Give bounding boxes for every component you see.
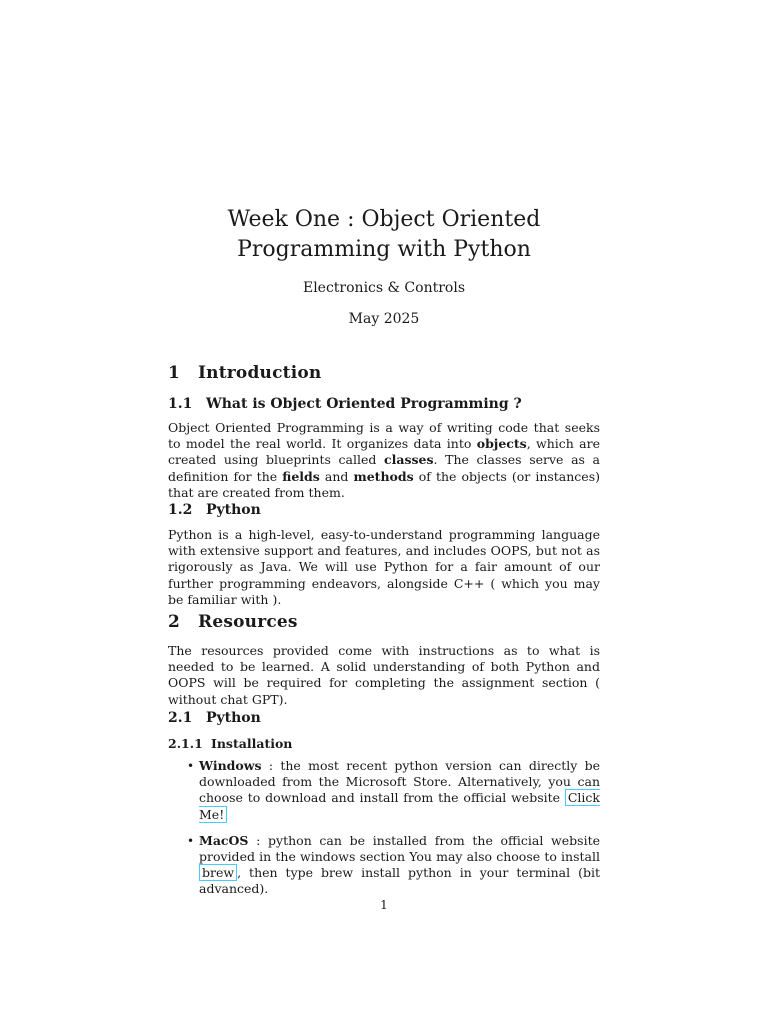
subsubsection-heading-installation <box>168 736 292 751</box>
subsection-title: Python <box>206 502 261 518</box>
item-label: Windows <box>199 758 262 773</box>
subsection-heading-resources-python <box>168 710 261 726</box>
list-item-windows <box>168 758 600 823</box>
subsection-title: What is Object Oriented Programming ? <box>206 396 522 412</box>
item-text: : the most recent python version can directly be downloaded from the Microsoft Store. Alternatively, you can choose to download and install from the official website <box>199 758 600 806</box>
item-text-after: , then type brew install python in your terminal (bit advanced). <box>199 865 600 897</box>
oop-term-fields: fields <box>282 468 320 484</box>
oop-text-2: , which are created using blueprints called <box>168 436 600 468</box>
document-author: Electronics & Controls <box>302 280 466 296</box>
oop-text-3: . The classes serve as a definition for the <box>168 452 600 484</box>
oop-text-1: Object Oriented Programming is a way of writing code that seeks to model the real world. It organizes data into <box>168 420 600 452</box>
brew-link[interactable]: brew <box>199 864 237 881</box>
subsubsection-number: 2.1.1 <box>168 736 203 751</box>
section-number: 1 <box>168 363 181 383</box>
section-title: Introduction <box>198 363 322 383</box>
subsection-heading-python <box>168 502 261 518</box>
section-number: 2 <box>168 612 181 632</box>
oop-text-5: of the objects (or instances) that are created from them. <box>168 468 600 500</box>
subsection-number: 1.1 <box>168 396 193 412</box>
section-title: Resources <box>198 612 298 632</box>
section-heading-introduction <box>168 363 321 383</box>
oop-term-classes: classes <box>383 452 434 468</box>
item-text: : python can be installed from the official website provided in the windows section You may also choose to install <box>199 832 600 865</box>
bullet-icon: • <box>187 833 195 848</box>
resources-paragraph: The resources provided come with instructions as to what is needed to be learned. A solid understanding of both Python and OOPS will be required for completing the assignment section ( without chat GPT). <box>168 643 600 707</box>
subsection-number: 1.2 <box>168 502 193 518</box>
document-date: May 2025 <box>348 311 420 327</box>
subsection-title: Python <box>206 710 261 726</box>
oop-paragraph <box>168 420 600 501</box>
oop-text-4: and <box>319 468 354 484</box>
section-heading-resources <box>168 612 298 632</box>
oop-term-objects: objects <box>476 436 527 452</box>
click-me-link[interactable]: Click Me! <box>199 790 600 822</box>
subsection-number: 2.1 <box>168 710 193 726</box>
bullet-icon: • <box>187 759 195 773</box>
python-paragraph: Python is a high-level, easy-to-understand programming language with extensive support and features, and includes OOPS, but not as rigorously as Java. We will use Python for a fair amount of our further programming endeavors, alongside C++ ( which you may be familiar with ). <box>168 527 600 607</box>
subsection-heading-what-is-oop <box>168 396 522 412</box>
list-item-macos <box>168 833 600 898</box>
installation-list <box>168 758 600 898</box>
page-number: 1 <box>380 898 388 912</box>
document-title: Week One : Object Oriented Programming with Python <box>227 207 541 262</box>
item-label: MacOS <box>199 832 249 848</box>
subsubsection-title: Installation <box>211 736 293 751</box>
oop-term-methods: methods <box>353 468 414 484</box>
